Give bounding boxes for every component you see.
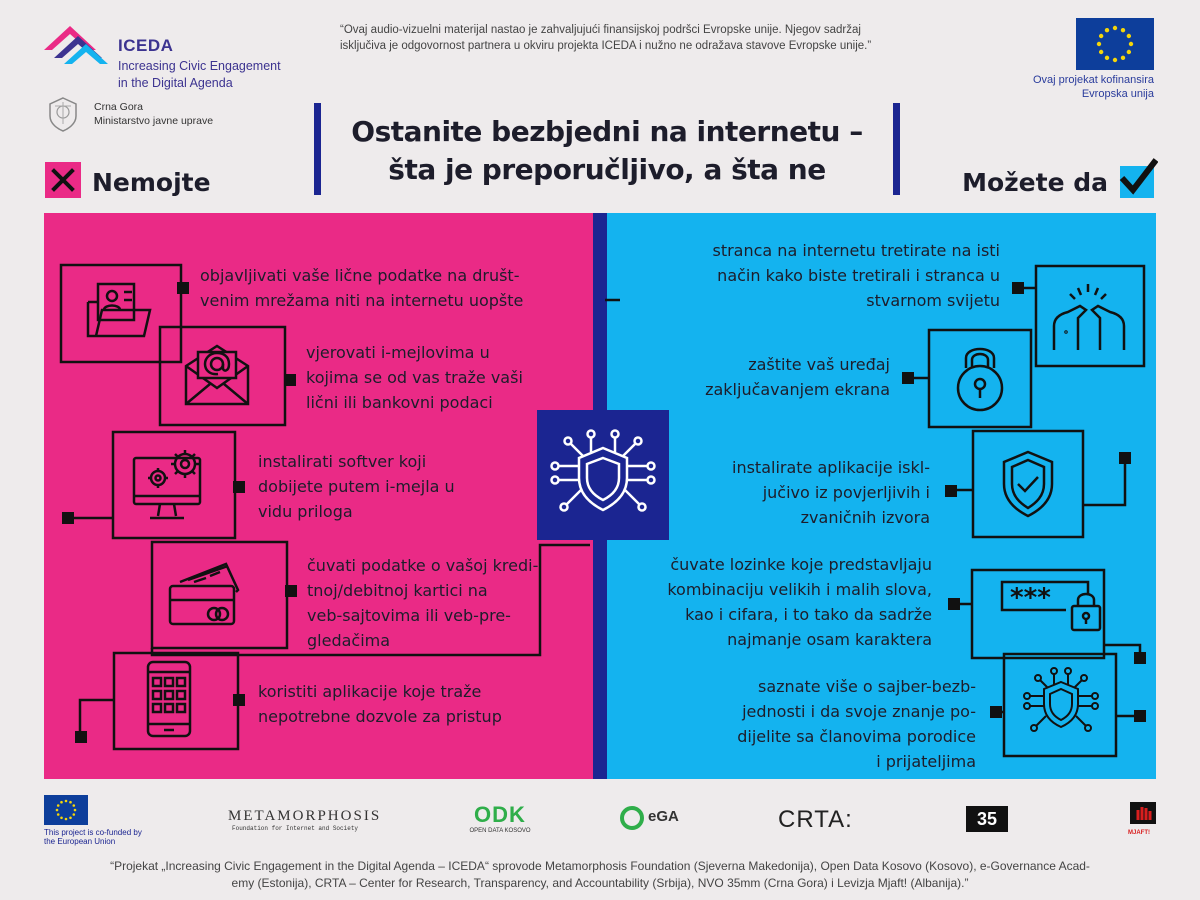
eu-star bbox=[57, 813, 60, 816]
eu-flag bbox=[1076, 18, 1154, 70]
connector-node bbox=[62, 512, 74, 524]
connector-node bbox=[948, 598, 960, 610]
footer-eu-label: This project is co-funded by the European Union bbox=[44, 828, 142, 846]
footer-eu-flag bbox=[44, 795, 88, 825]
connector-node bbox=[177, 282, 189, 294]
eu-star bbox=[72, 813, 75, 816]
eu-star bbox=[56, 809, 59, 812]
mjaft-logo: MJAFT! bbox=[1128, 800, 1158, 840]
dont-label: Nemojte bbox=[92, 168, 211, 197]
eu-stars-icon bbox=[1076, 18, 1154, 70]
connector-node bbox=[233, 481, 245, 493]
eu-star bbox=[1105, 28, 1109, 32]
checkmark-icon bbox=[1118, 160, 1156, 198]
dont-item-text: vjerovati i-mejlovima u kojima se od vas traže vaši lični ili bankovni podaci bbox=[306, 343, 523, 412]
ega-mark-icon bbox=[620, 806, 644, 830]
connector-node bbox=[285, 585, 297, 597]
35mm-logo: 35 bbox=[966, 806, 1008, 832]
eu-star bbox=[1097, 42, 1101, 46]
eu-star bbox=[1113, 58, 1117, 62]
eu-star bbox=[1127, 34, 1131, 38]
eu-star bbox=[74, 809, 77, 812]
password-lock-icon bbox=[996, 576, 1108, 634]
eu-star bbox=[1105, 56, 1109, 60]
connector-node bbox=[233, 694, 245, 706]
gov-ministry: Ministarstvo javne uprave bbox=[94, 115, 214, 127]
eu-star bbox=[1127, 50, 1131, 54]
eu-caption: Ovaj projekat kofinansira Evropska unija bbox=[1032, 74, 1154, 100]
shield-check-icon bbox=[998, 448, 1058, 520]
title-bar-right bbox=[893, 103, 900, 195]
smartphone-apps-icon bbox=[144, 660, 194, 740]
disclaimer-line-2: isključiva je odgovornost partnera u okviru projekta ICEDA i nužno ne odražava stavove Evropske unije.” bbox=[340, 40, 872, 52]
disclaimer-line-1: “Ovaj audio-vizuelni materijal nastao je zahvaljujući finansijskoj podršci Evropske unije. Njegov sadržaj bbox=[340, 24, 861, 36]
dont-item-text: čuvati podatke o vašoj kredi- tnoj/debitnoj kartici na veb-sajtovima ili veb-pre- gledačima bbox=[307, 556, 539, 650]
title-bar-left bbox=[314, 103, 321, 195]
svg-text:***: *** bbox=[1010, 583, 1051, 613]
monitor-gears-icon bbox=[130, 446, 210, 524]
disclaimer bbox=[340, 22, 1040, 54]
do-label: Možete da bbox=[962, 168, 1108, 197]
cyber-shield-icon bbox=[1018, 664, 1104, 744]
hand-icon bbox=[1128, 800, 1158, 826]
iceda-tagline-1: Increasing Civic Engagement bbox=[118, 59, 281, 73]
connector-node bbox=[1134, 652, 1146, 664]
x-mark-icon bbox=[45, 162, 81, 198]
connector-node bbox=[75, 731, 87, 743]
iceda-tagline-2: in the Digital Agenda bbox=[118, 76, 233, 90]
eu-star bbox=[1113, 26, 1117, 30]
do-item-text: instalirate aplikacije iskl- jučivo iz povjerljivih i zvaničnih izvora bbox=[732, 458, 930, 527]
eu-star bbox=[1121, 56, 1125, 60]
do-item-text: zaštite vaš uređaj zaključavanjem ekrana bbox=[705, 355, 890, 399]
eu-star bbox=[60, 801, 63, 804]
connector-node bbox=[945, 485, 957, 497]
crta-logo: CRTA: bbox=[778, 806, 853, 833]
do-item-text: saznate više o sajber-bezb- jednosti i da svoje znanje po- dijelite sa članovima porodice i prijateljima bbox=[737, 677, 976, 771]
iceda-logo-mark bbox=[42, 20, 122, 66]
footer-note: “Projekat „Increasing Civic Engagement in the Digital Agenda – ICEDA“ sprovode Metamorphosis Foundation (Sjeverna Makedonija), Open Data Kosovo (Kosovo), e-Governance Acad- emy (Estonija), CRTA – Center for Research, Transparency, and Accountability (Srbija), NVO 35mm (Crna Gora) i Levizja Mjaft! (Albanija).” bbox=[110, 859, 1090, 890]
credit-card-icon bbox=[166, 560, 242, 630]
high-five-icon bbox=[1046, 282, 1132, 352]
connector-node bbox=[1134, 710, 1146, 722]
connector-node bbox=[990, 706, 1002, 718]
eu-star bbox=[57, 804, 60, 807]
eu-star bbox=[69, 801, 72, 804]
eu-star bbox=[1129, 42, 1133, 46]
email-icon bbox=[182, 344, 252, 406]
connector-node bbox=[284, 374, 296, 386]
connector-node bbox=[1012, 282, 1024, 294]
ega-logo: eGA bbox=[620, 806, 690, 832]
dont-item-text: instalirati softver koji dobijete putem i-mejla u vidu priloga bbox=[258, 452, 455, 521]
dont-item-text: koristiti aplikacije koje traže nepotrebne dozvole za pristup bbox=[258, 682, 502, 726]
padlock-icon bbox=[952, 342, 1008, 412]
iceda-logo bbox=[42, 20, 302, 90]
do-item-text: stranca na internetu tretirate na isti način kako biste tretirali i stranca u stvarnom svijetu bbox=[712, 241, 1000, 310]
odk-logo: ODK OPEN DATA KOSOVO bbox=[469, 802, 531, 834]
metamorphosis-logo: METAMORPHOSIS Foundation for Internet and Society bbox=[228, 808, 382, 832]
eu-star bbox=[1121, 28, 1125, 32]
eu-star bbox=[65, 818, 68, 821]
eu-star bbox=[1099, 34, 1103, 38]
connector-node bbox=[902, 372, 914, 384]
folder-profile-icon bbox=[84, 280, 154, 340]
eu-star bbox=[60, 816, 63, 819]
government-logo bbox=[46, 96, 246, 136]
gov-country: Crna Gora bbox=[94, 101, 144, 113]
eu-star bbox=[72, 804, 75, 807]
do-item-text: čuvate lozinke koje predstavljaju kombinaciju velikih i malih slova, kao i cifara, i to tako da sadrže najmanje osam karaktera bbox=[667, 555, 932, 649]
coat-of-arms-icon bbox=[46, 96, 80, 132]
eu-star bbox=[65, 800, 68, 803]
iceda-name: ICEDA bbox=[118, 36, 174, 55]
dont-item-text: objavljivati vaše lične podatke na društ- venim mrežama niti na internetu uopšte bbox=[200, 266, 524, 310]
page-title: Ostanite bezbjedni na internetu – šta je preporučljivo, a šta ne bbox=[351, 115, 863, 186]
eu-star bbox=[69, 816, 72, 819]
eu-star bbox=[1099, 50, 1103, 54]
connector-node bbox=[1119, 452, 1131, 464]
